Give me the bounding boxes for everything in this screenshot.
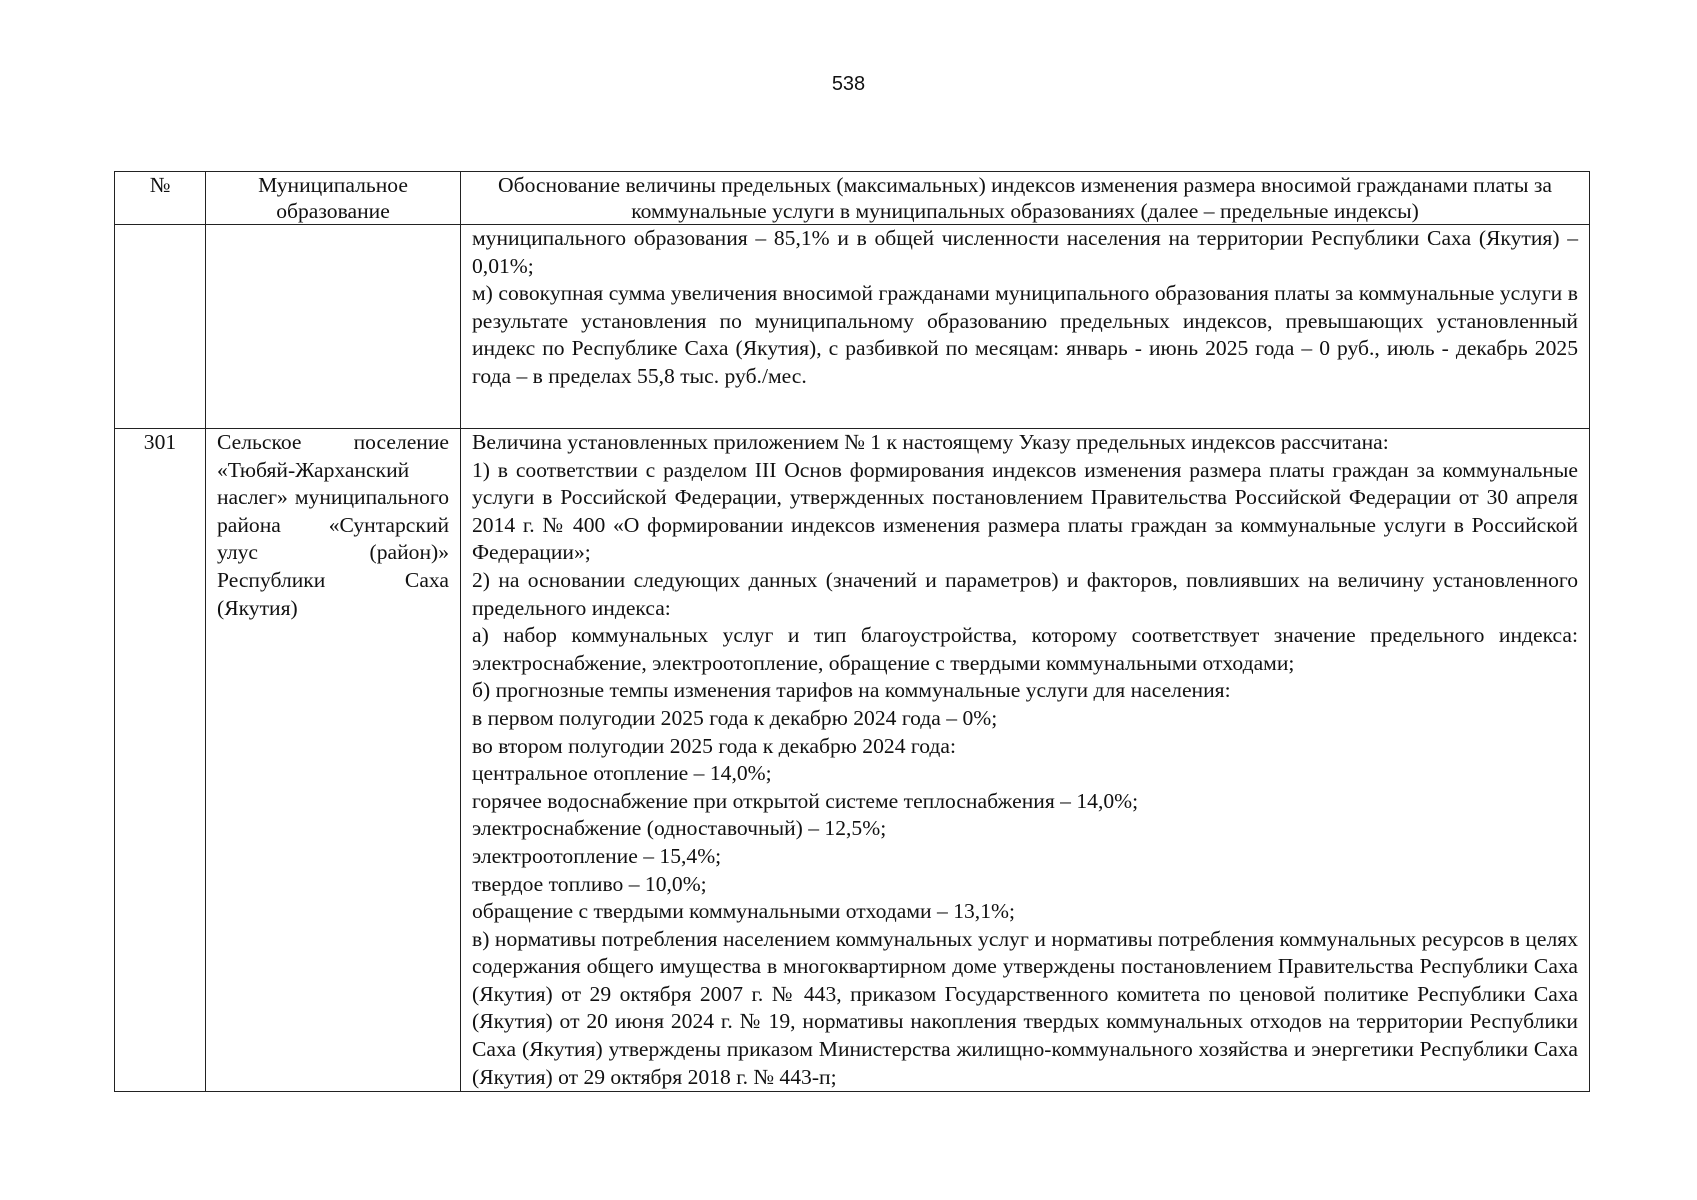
paragraph: 1) в соответствии с разделом III Основ формирования индексов изменения размера платы граждан за коммунальные услуги в Российской Федерации, утвержденных постановлением Правительства Российской Федерации от 30 апреля 2014 г. № 400 «О формировании индексов изменения размера платы граждан за коммунальные услуги в Российской Федерации»; bbox=[472, 457, 1578, 565]
row-number: 301 bbox=[115, 429, 206, 1092]
paragraph: 2) на основании следующих данных (значений и параметров) и факторов, повлиявших на величину установленного предельного индекса: bbox=[472, 567, 1578, 620]
paragraph: Величина установленных приложением № 1 к настоящему Указу предельных индексов рассчитана: bbox=[472, 430, 1389, 454]
paragraph: обращение с твердыми коммунальными отходами – 13,1%; bbox=[472, 899, 1015, 924]
paragraph: м) совокупная сумма увеличения вносимой гражданами муниципального образования платы за коммунальные услуги в результате установления по муниципальному образованию предельных индексов, превышающих установленный индекс по Республике Саха (Якутия), с разбивкой по месяцам: январь - июнь 2025 года – 0 руб., июль - декабрь 2025 года – в пределах 55,8 тыс. руб./мес. bbox=[472, 281, 1578, 388]
header-justification: Обоснование величины предельных (максимальных) индексов изменения размера вносимой гражданами платы за коммунальные услуги в муниципальных образованиях (далее – предельные индексы) bbox=[461, 172, 1590, 225]
paragraph: муниципального образования – 85,1% и в общей численности населения на территории Республики Саха (Якутия) – 0,01%; bbox=[472, 226, 1578, 278]
paragraph: во втором полугодии 2025 года к декабрю 2024 года: bbox=[472, 733, 956, 758]
row-justification bbox=[461, 429, 1590, 1092]
row-justification bbox=[461, 225, 1590, 429]
row-municipality bbox=[206, 225, 461, 429]
paragraph: а) набор коммунальных услуг и тип благоустройства, которому соответствует значение предельного индекса: электроснабжение, электроотопление, обращение с твердыми коммунальными отходами; bbox=[472, 623, 1578, 675]
justification-table bbox=[114, 171, 1590, 1092]
row-municipality: Сельское поселение «Тюбяй-Жарханский наслег» муниципального района «Сунтарский улус (район)» Республики Саха (Якутия) bbox=[206, 429, 461, 1092]
paragraph: электроснабжение (одноставочный) – 12,5%; bbox=[472, 816, 887, 841]
paragraph: центральное отопление – 14,0%; bbox=[472, 761, 772, 786]
paragraph: б) прогнозные темпы изменения тарифов на коммунальные услуги для населения: bbox=[472, 678, 1231, 703]
paragraph: горячее водоснабжение при открытой системе теплоснабжения – 14,0%; bbox=[472, 788, 1139, 813]
row-number bbox=[115, 225, 206, 429]
paragraph: электроотопление – 15,4%; bbox=[472, 843, 722, 868]
page-number: 538 bbox=[831, 73, 866, 95]
table-row bbox=[115, 225, 1590, 429]
paragraph: в первом полугодии 2025 года к декабрю 2024 года – 0%; bbox=[472, 705, 998, 730]
paragraph: твердое топливо – 10,0%; bbox=[472, 871, 707, 896]
header-municipality: Муниципальное образование bbox=[206, 172, 461, 225]
paragraph: в) нормативы потребления населением коммунальных услуг и нормативы потребления коммунальных ресурсов в целях содержания общего имущества в многоквартирном доме утверждены постановлением Правительства Республики Саха (Якутия) от 29 октября 2007 г. № 443, приказом Государственного комитета по ценовой политике Республики Саха (Якутия) от 20 июня 2024 г. № 19, нормативы накопления твердых коммунальных отходов на территории Республики Саха (Якутия) утверждены приказом Министерства жилищно-коммунального хозяйства и энергетики Республики Саха (Якутия) от 29 октября 2018 г. № 443-п; bbox=[472, 926, 1578, 1089]
table-row bbox=[115, 429, 1590, 1092]
table-header-row bbox=[115, 172, 1590, 225]
header-number: № bbox=[115, 172, 206, 225]
